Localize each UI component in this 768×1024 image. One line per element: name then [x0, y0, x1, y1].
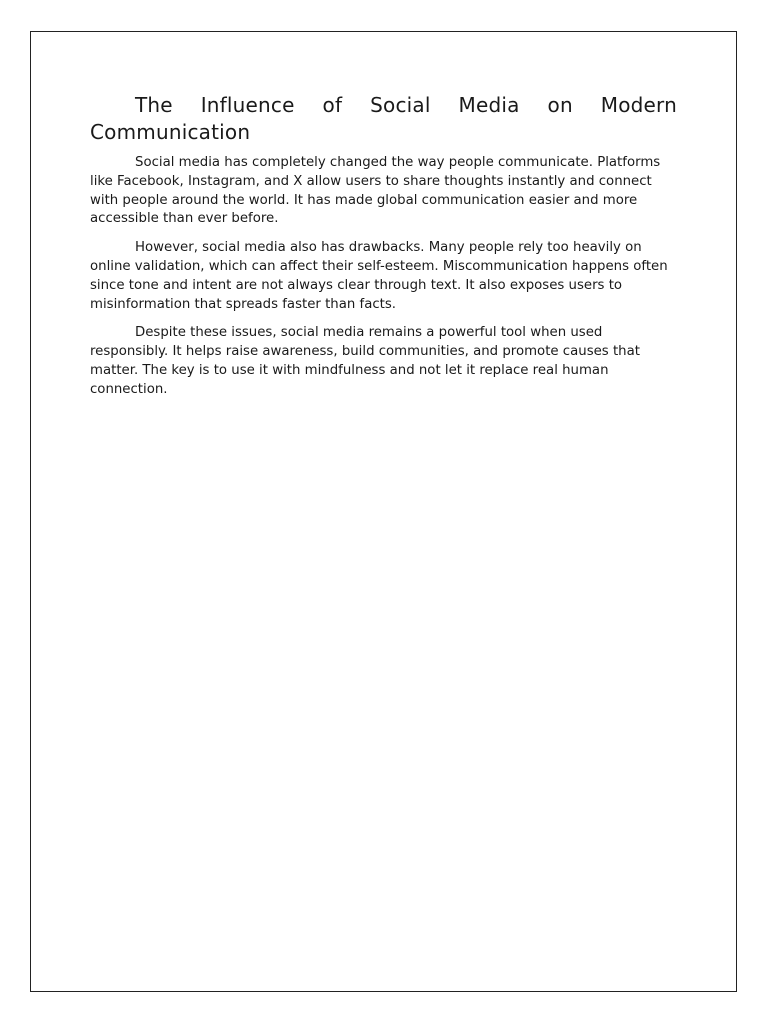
paragraph-2: However, social media also has drawbacks. Many people rely too heavily on online validation, which can affect their self-esteem. Miscommunication happens often since tone and intent are not always clear through text. It also exposes users to misinformation that spreads faster than facts.	[90, 240, 668, 312]
document-body	[90, 92, 677, 410]
document-page	[30, 31, 737, 992]
paragraph-1: Social media has completely changed the way people communicate. Platforms like Facebook, Instagram, and X allow users to share thoughts instantly and connect with people around the world. It has made global communication easier and more accessible than ever before.	[90, 155, 661, 227]
paragraph-3: Despite these issues, social media remains a powerful tool when used responsibly. It helps raise awareness, build communities, and promote causes that matter. The key is to use it with mindfulness and not let it replace real human connection.	[90, 325, 640, 397]
document-title: The Influence of Social Media on Modern Communication	[90, 93, 677, 144]
